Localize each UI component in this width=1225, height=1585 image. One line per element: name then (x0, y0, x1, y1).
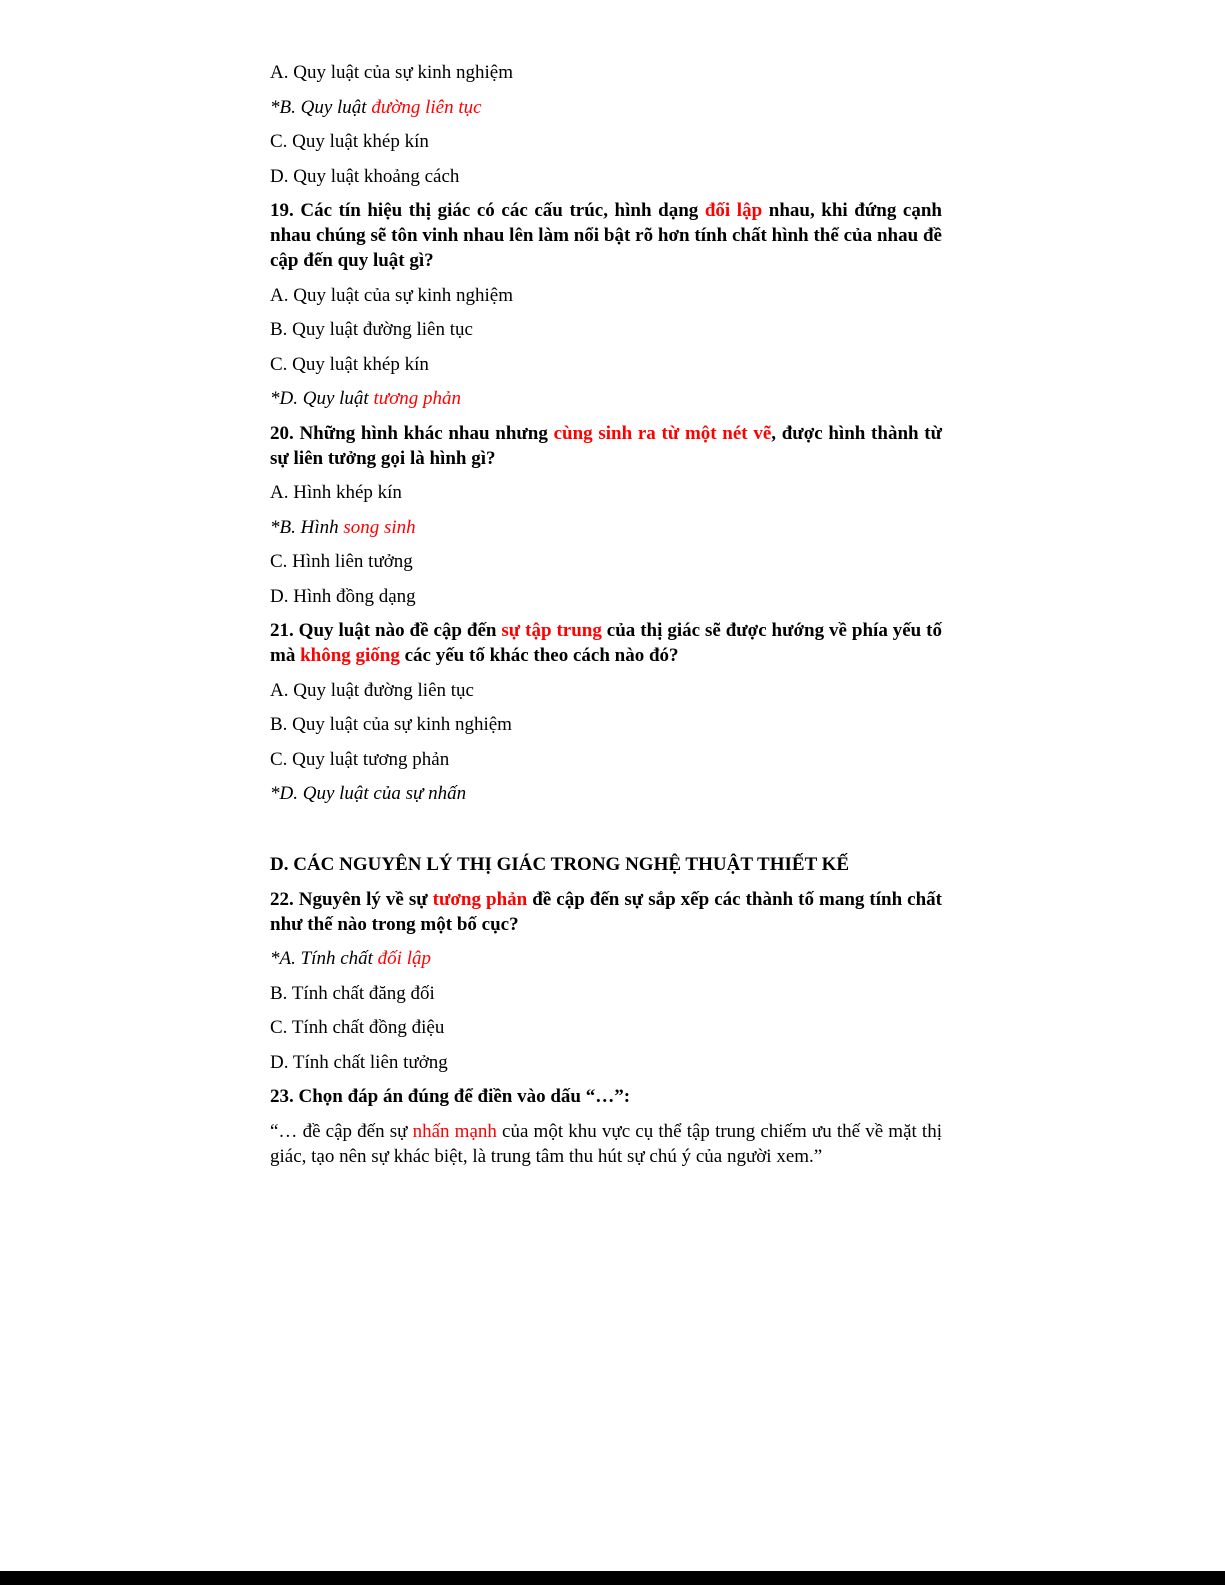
q18-option-b-correct (270, 95, 942, 120)
q21-option-b: B. Quy luật của sự kinh nghiệm (270, 714, 512, 735)
question-21-text-1: 21. Quy luật nào đề cập đến (270, 620, 502, 641)
question-21-highlight-2: không giống (300, 645, 400, 666)
q22-option-a-text: *A. Tính chất (270, 948, 378, 969)
question-23-quote (270, 1119, 942, 1169)
q20-option-b-correct (270, 515, 942, 540)
q19-option-d-correct (270, 386, 942, 411)
question-21 (270, 618, 942, 668)
question-23-quote-text-2: của một khu vực cụ thể tập trung chiếm ưu thế về mặt thị giác, tạo nên sự khác biệt, là trung tâm thu hút sự chú ý của người xem.” (270, 1120, 942, 1167)
question-22-text-2: đề cập đến sự sắp xếp các thành tố mang tính chất như thế nào trong một bố cục? (270, 888, 942, 935)
q21-option-a: A. Quy luật đường liên tục (270, 679, 474, 701)
question-22 (270, 887, 942, 937)
q19-option-c: C. Quy luật khép kín (270, 353, 429, 375)
question-19-highlight: đối lập (704, 200, 763, 221)
q19-option-a: A. Quy luật của sự kinh nghiệm (270, 284, 514, 306)
q18-option-c: C. Quy luật khép kín (270, 131, 429, 152)
question-21-text-2: của thị giác sẽ được hướng về phía yếu tố mà (270, 620, 942, 666)
q21-option-c: C. Quy luật tương phản (270, 748, 450, 770)
q21-option-d-correct: *D. Quy luật của sự nhấn (270, 783, 467, 804)
q19-option-d-highlight: tương phản (373, 388, 461, 409)
q20-option-d: D. Hình đồng dạng (270, 585, 416, 607)
q19-option-b: B. Quy luật đường liên tục (270, 319, 473, 340)
q18-option-a: A. Quy luật của sự kinh nghiệm (270, 62, 514, 83)
question-20-text-2: , được hình thành từ sự liên tưởng gọi là hình gì? (270, 422, 943, 469)
question-19 (270, 198, 942, 273)
q19-option-d-text: *D. Quy luật (270, 388, 374, 409)
question-21-text-3: các yếu tố khác theo cách nào đó? (399, 645, 679, 666)
question-21-highlight-1: sự tập trung (501, 620, 602, 641)
section-heading-d: D. CÁC NGUYÊN LÝ THỊ GIÁC TRONG NGHỆ THUẬT THIẾT KẾ (270, 854, 850, 875)
q22-option-a-correct (270, 946, 942, 971)
document-page (270, 60, 942, 1169)
question-22-highlight: tương phản (432, 888, 528, 910)
q20-option-b-text: *B. Hình (270, 516, 344, 538)
question-20-text-1: 20. Những hình khác nhau nhưng (270, 422, 554, 444)
question-23: 23. Chọn đáp án đúng để điền vào dấu “…”: (270, 1086, 631, 1107)
page-bottom-border (0, 1571, 1225, 1585)
q18-option-d: D. Quy luật khoảng cách (270, 165, 460, 187)
question-22-text-1: 22. Nguyên lý về sự (270, 888, 433, 910)
question-20 (270, 421, 942, 471)
question-19-text-1: 19. Các tín hiệu thị giác có các cấu trúc, hình dạng (270, 200, 705, 221)
q18-option-b-text: *B. Quy luật (270, 96, 372, 118)
question-23-quote-text-1: “… đề cập đến sự (270, 1120, 413, 1142)
q20-option-a: A. Hình khép kín (270, 482, 402, 503)
question-19-text-2: nhau, khi đứng cạnh nhau chúng sẽ tôn vinh nhau lên làm nổi bật rõ hơn tính chất hình thể của nhau đề cập đến quy luật gì? (270, 200, 942, 271)
q18-option-b-highlight: đường liên tục (371, 96, 482, 118)
q22-option-c: C. Tính chất đồng điệu (270, 1017, 445, 1038)
q20-option-c: C. Hình liên tưởng (270, 551, 413, 572)
question-20-highlight: cùng sinh ra từ một nét vẽ (553, 422, 772, 444)
q20-option-b-highlight: song sinh (343, 516, 416, 538)
question-23-quote-highlight: nhấn mạnh (412, 1120, 497, 1142)
q22-option-a-highlight: đối lập (377, 948, 431, 969)
q22-option-b: B. Tính chất đăng đối (270, 982, 435, 1004)
q22-option-d: D. Tính chất liên tưởng (270, 1051, 448, 1073)
